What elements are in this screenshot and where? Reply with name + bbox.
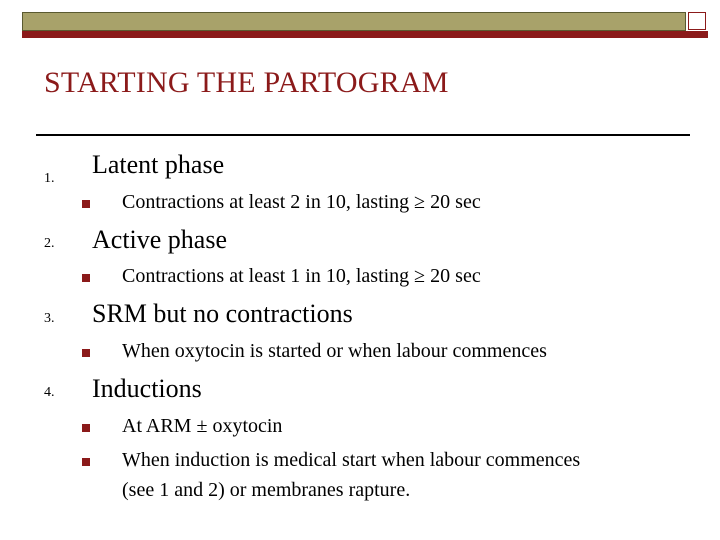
item-heading-active-phase: Active phase bbox=[92, 225, 228, 254]
item-number-3: 3. bbox=[44, 311, 55, 326]
square-bullet-icon bbox=[82, 349, 90, 357]
item-heading-inductions: Inductions bbox=[92, 374, 202, 403]
title-divider bbox=[36, 134, 690, 136]
square-bullet-icon bbox=[82, 458, 90, 466]
item-detail-medical-induction: When induction is medical start when labour commences bbox=[122, 449, 581, 471]
header-decoration-bar bbox=[22, 12, 708, 38]
square-bullet-icon bbox=[82, 424, 90, 432]
slide-title: STARTING THE PARTOGRAM bbox=[44, 66, 449, 99]
square-bullet-icon bbox=[82, 200, 90, 208]
square-bullet-icon bbox=[82, 274, 90, 282]
item-detail-latent: Contractions at least 2 in 10, lasting ≥ 20 sec bbox=[122, 191, 481, 213]
item-heading-srm: SRM but no contractions bbox=[92, 299, 353, 328]
item-detail-active: Contractions at least 1 in 10, lasting ≥ 20 sec bbox=[122, 265, 481, 287]
item-number-1: 1. bbox=[44, 171, 55, 186]
item-detail-srm: When oxytocin is started or when labour commences bbox=[122, 340, 547, 362]
item-heading-latent-phase: Latent phase bbox=[92, 150, 225, 179]
item-detail-arm: At ARM ± oxytocin bbox=[122, 415, 283, 437]
red-band bbox=[22, 31, 708, 38]
item-number-4: 4. bbox=[44, 385, 55, 400]
square-box-icon bbox=[688, 12, 706, 30]
item-detail-medical-induction-cont: (see 1 and 2) or membranes rapture. bbox=[122, 479, 411, 501]
item-number-2: 2. bbox=[44, 236, 55, 251]
olive-band bbox=[22, 12, 686, 31]
